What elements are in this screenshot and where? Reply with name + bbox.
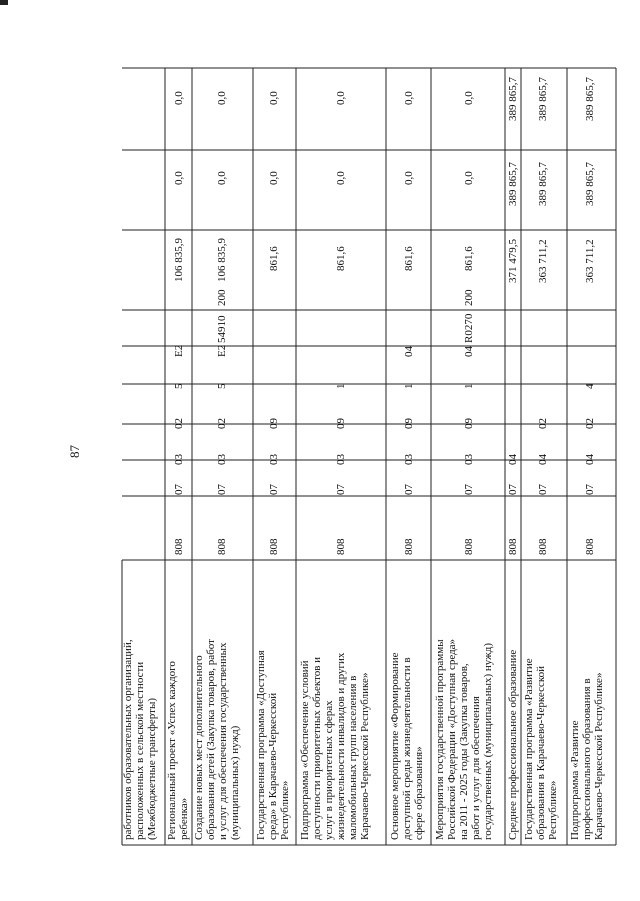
cell-subsection: 03 bbox=[268, 454, 280, 465]
name-line: Государственная программа «Развитие bbox=[523, 658, 535, 840]
name-line: Республике» bbox=[547, 780, 559, 840]
cell-sum-2023: 0,0 bbox=[268, 171, 280, 185]
name-line: работников образовательных организаций, bbox=[122, 639, 134, 840]
name-line: (Межбюджетные трансферты) bbox=[146, 698, 158, 840]
cell-sum-2024: 0,0 bbox=[268, 91, 280, 105]
cell-subsection: 03 bbox=[335, 454, 347, 465]
row-name bbox=[299, 653, 371, 843]
cell-direction: E2 bbox=[173, 344, 185, 357]
row-name bbox=[166, 661, 190, 843]
cell-section: 07 bbox=[537, 484, 549, 495]
cell-section: 07 bbox=[173, 484, 185, 495]
name-line: Мероприятия государственной программы bbox=[434, 639, 446, 840]
cell-sum-2022: 371 479,5 bbox=[507, 239, 519, 283]
cell-section: 07 bbox=[463, 484, 475, 495]
cell-vr: 200 bbox=[463, 289, 475, 306]
name-line: сфере образования» bbox=[413, 746, 425, 840]
cell-section: 07 bbox=[335, 484, 347, 495]
cell-subsection: 03 bbox=[403, 454, 415, 465]
cell-section: 07 bbox=[216, 484, 228, 495]
cell-subprogram: 1 bbox=[335, 383, 347, 389]
cell-code: 808 bbox=[216, 538, 228, 555]
cell-sum-2024: 389 865,7 bbox=[537, 77, 549, 121]
cell-sum-2023: 389 865,7 bbox=[507, 162, 519, 206]
cell-target: R0270 bbox=[463, 313, 475, 343]
cell-sum-2022: 363 711,2 bbox=[584, 239, 596, 283]
cell-direction: 04 bbox=[463, 346, 475, 357]
cell-sum-2024: 0,0 bbox=[403, 91, 415, 105]
row-name bbox=[507, 650, 519, 843]
cell-sum-2022: 861,6 bbox=[403, 246, 415, 271]
name-line: Карачаево-Черкесской Республике» bbox=[593, 672, 605, 840]
name-line: профессионального образования в bbox=[581, 678, 593, 840]
name-line: Создание новых мест дополнительного bbox=[193, 655, 205, 840]
cell-code: 808 bbox=[403, 538, 415, 555]
name-line: услуг в приоритетных сферах bbox=[323, 700, 335, 840]
cell-sum-2024: 389 865,7 bbox=[584, 77, 596, 121]
cell-subsection: 04 bbox=[584, 454, 596, 465]
name-line: Подпрограмма «Развитие bbox=[569, 720, 581, 840]
name-line: доступной среды жизнедеятельности в bbox=[401, 657, 413, 840]
name-line: образования в Карачаево-Черкесской bbox=[535, 665, 547, 840]
name-line: жизнедеятельности инвалидов и других bbox=[335, 652, 347, 840]
cell-code: 808 bbox=[463, 538, 475, 555]
cell-program: 09 bbox=[335, 418, 347, 429]
cell-sum-2024: 0,0 bbox=[463, 91, 475, 105]
cell-code: 808 bbox=[335, 538, 347, 555]
cell-sum-2024: 0,0 bbox=[173, 91, 185, 105]
name-line: (муниципальных) нужд) bbox=[229, 725, 241, 840]
cell-sum-2022: 861,6 bbox=[463, 246, 475, 271]
cell-subsection: 03 bbox=[216, 454, 228, 465]
name-line: Среднее профессиональное образование bbox=[507, 649, 519, 840]
cell-sum-2024: 0,0 bbox=[216, 91, 228, 105]
cell-subprogram: 5 bbox=[173, 383, 185, 389]
name-line: Региональный проект «Успех каждого bbox=[166, 661, 178, 840]
cell-sum-2022: 106 835,9 bbox=[216, 238, 228, 282]
cell-sum-2022: 363 711,2 bbox=[537, 239, 549, 283]
page-number: 87 bbox=[67, 445, 82, 458]
cell-section: 07 bbox=[507, 484, 519, 495]
cell-code: 808 bbox=[507, 538, 519, 555]
cell-direction: E2 bbox=[216, 344, 228, 357]
cell-sum-2023: 0,0 bbox=[463, 171, 475, 185]
cell-sum-2022: 861,6 bbox=[335, 246, 347, 271]
cell-section: 07 bbox=[268, 484, 280, 495]
cell-code: 808 bbox=[584, 538, 596, 555]
cell-program: 02 bbox=[173, 418, 185, 429]
cell-section: 07 bbox=[584, 484, 596, 495]
name-line: государственных (муниципальных) нужд) bbox=[482, 643, 494, 840]
cell-code: 808 bbox=[537, 538, 549, 555]
row-name bbox=[569, 673, 605, 843]
name-line: Государственная программа «Доступная bbox=[255, 650, 267, 840]
cell-subprogram: 5 bbox=[216, 383, 228, 389]
row-name bbox=[122, 639, 158, 843]
cell-subprogram: 1 bbox=[403, 383, 415, 389]
cell-program: 02 bbox=[216, 418, 228, 429]
name-line: Российской Федерации «Доступная среда» bbox=[446, 638, 458, 840]
cell-subsection: 03 bbox=[173, 454, 185, 465]
cell-subsection: 03 bbox=[463, 454, 475, 465]
name-line: Карачаево-Черкесской Республике» bbox=[359, 672, 371, 840]
cell-target: 54910 bbox=[216, 315, 228, 343]
name-line: среда» в Карачаево-Черкесской bbox=[267, 692, 279, 840]
cell-code: 808 bbox=[268, 538, 280, 555]
name-line: расположенных в сельской местности bbox=[134, 661, 146, 840]
name-line: работ и услуг для обеспечения bbox=[470, 696, 482, 840]
cell-section: 07 bbox=[403, 484, 415, 495]
cell-sum-2024: 389 865,7 bbox=[507, 77, 519, 121]
cell-sum-2024: 0,0 bbox=[335, 91, 347, 105]
cell-sum-2023: 389 865,7 bbox=[584, 162, 596, 206]
cell-program: 02 bbox=[537, 418, 549, 429]
name-line: Подпрограмма «Обеспечение условий bbox=[299, 660, 311, 840]
name-line: доступности приоритетных объектов и bbox=[311, 656, 323, 840]
cell-subprogram: 4 bbox=[584, 383, 596, 389]
row-name bbox=[434, 639, 494, 843]
cell-sum-2023: 0,0 bbox=[403, 171, 415, 185]
name-line: и услуг для обеспечения государственных bbox=[217, 642, 229, 840]
cell-sum-2022: 106 835,9 bbox=[173, 238, 185, 282]
name-line: образования детей (Закупка товаров, работ bbox=[205, 639, 217, 840]
cell-program: 09 bbox=[268, 418, 280, 429]
name-line: ребенка» bbox=[178, 797, 190, 840]
cell-subprogram: 1 bbox=[463, 383, 475, 389]
row-name bbox=[389, 652, 425, 843]
cell-code: 808 bbox=[173, 538, 185, 555]
cell-program: 09 bbox=[463, 418, 475, 429]
row-name bbox=[523, 658, 559, 843]
cell-sum-2023: 389 865,7 bbox=[537, 162, 549, 206]
cell-program: 09 bbox=[403, 418, 415, 429]
row-name bbox=[193, 639, 241, 843]
name-line: маломобильных групп населения в bbox=[347, 675, 359, 840]
cell-program: 02 bbox=[584, 418, 596, 429]
name-line: Республике» bbox=[279, 780, 291, 840]
cell-direction: 04 bbox=[403, 346, 415, 357]
name-line: Основное мероприятие «Формирование bbox=[389, 652, 401, 840]
cell-sum-2023: 0,0 bbox=[173, 171, 185, 185]
cell-vr: 200 bbox=[216, 289, 228, 306]
cell-subsection: 04 bbox=[507, 454, 519, 465]
name-line: на 2011 - 2025 годы (Закупка товаров, bbox=[458, 663, 470, 840]
cell-sum-2023: 0,0 bbox=[216, 171, 228, 185]
row-name bbox=[255, 650, 291, 843]
cell-sum-2022: 861,6 bbox=[268, 246, 280, 271]
cell-sum-2023: 0,0 bbox=[335, 171, 347, 185]
cell-subsection: 04 bbox=[537, 454, 549, 465]
